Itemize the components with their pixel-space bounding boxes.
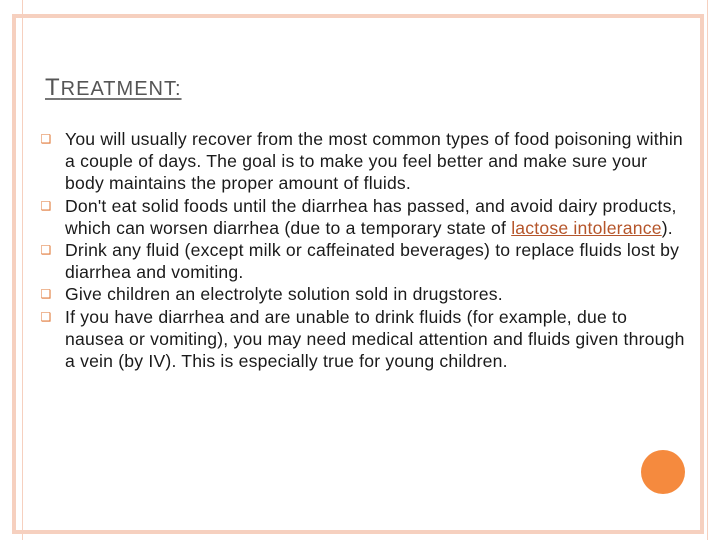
- checkbox-bullet-icon: ❑: [40, 309, 52, 324]
- checkbox-bullet-icon: ❑: [40, 132, 52, 146]
- bullet-text: Give children an electrolyte solution sold in drugstores.: [65, 284, 503, 305]
- bullet-text: You will usually recover from the most common types of food poisoning within a couple of days. The goal is to make you feel better and make sure your body maintains the proper amount of fluids.: [65, 129, 683, 194]
- bullet-text: If you have diarrhea and are unable to drink fluids (for example, due to nausea or vomiting), you may need medical attention and fluids given through a vein (by IV). This is especially true for young children.: [65, 306, 685, 372]
- bullet-item: [40, 283, 690, 305]
- title-rest: REATMENT: [60, 78, 175, 100]
- bullet-item: [40, 195, 690, 239]
- checkbox-bullet-icon: ❑: [40, 287, 52, 302]
- bullet-item: [40, 239, 690, 283]
- bullet-item: [40, 306, 690, 373]
- checkbox-bullet-icon: ❑: [40, 243, 52, 258]
- checkbox-bullet-icon: ❑: [40, 198, 52, 213]
- slide-title: [45, 74, 182, 102]
- title-colon: :: [174, 78, 182, 100]
- lactose-intolerance-link[interactable]: lactose intolerance: [511, 217, 662, 238]
- bullet-text-end: ).: [661, 217, 673, 238]
- bullet-list: [40, 128, 690, 372]
- bullet-text: Drink any fluid (except milk or caffeinated beverages) to replace fluids lost by diarrhea and vomiting.: [65, 240, 680, 283]
- bullet-item: [40, 128, 690, 195]
- decorative-orange-circle: [641, 450, 685, 494]
- bullet-text: Don't eat solid foods until the diarrhea has passed, and avoid dairy products, which can worsen diarrhea (due to a temporary state of: [65, 195, 677, 238]
- title-initial: T: [45, 74, 61, 101]
